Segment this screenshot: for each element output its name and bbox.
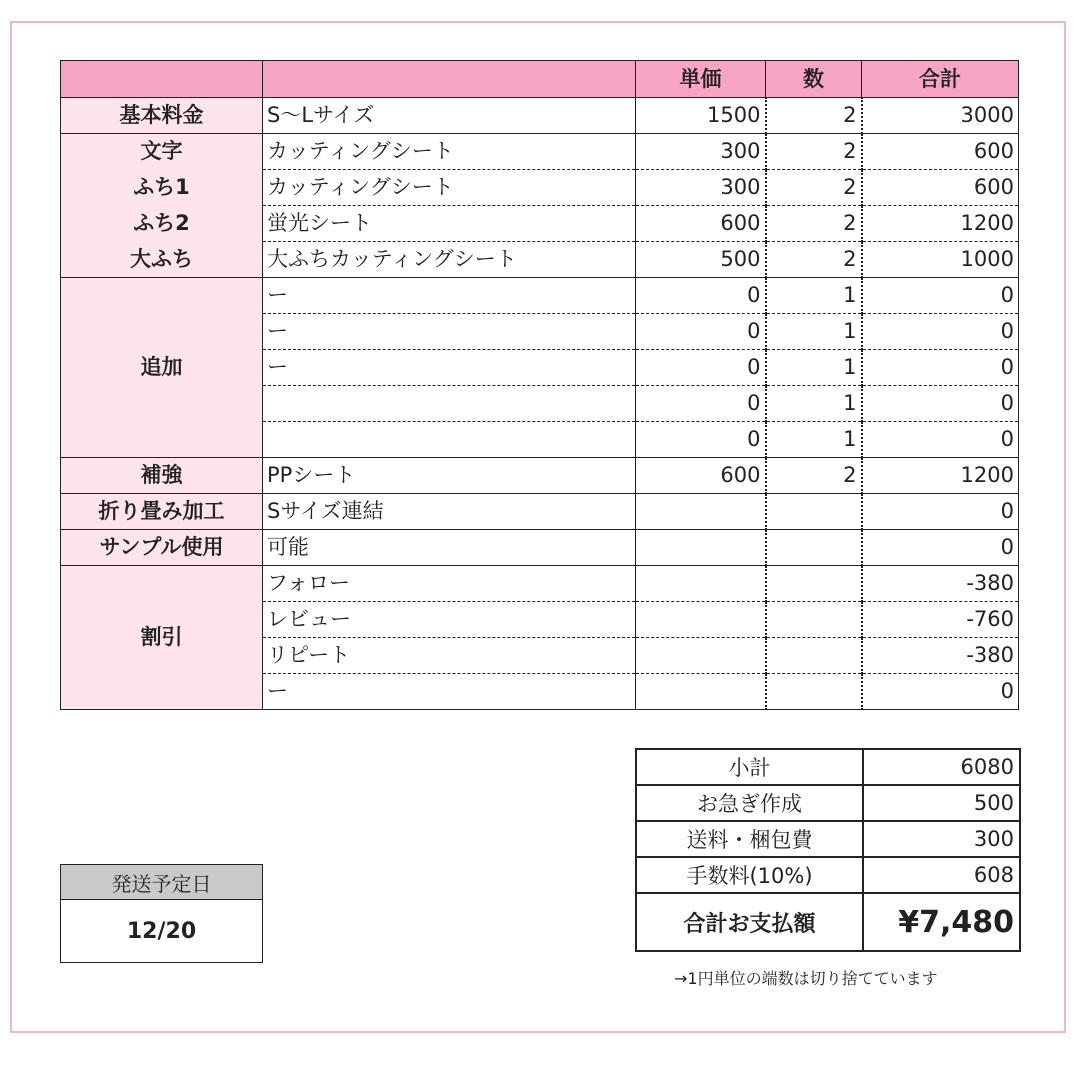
row-item: ー <box>263 314 636 350</box>
row-qty: 2 <box>766 170 862 206</box>
row-total: 1000 <box>862 242 1019 278</box>
row-item: 大ふちカッティングシート <box>263 242 636 278</box>
table-row <box>61 206 1019 242</box>
summary-label: お急ぎ作成 <box>636 785 863 821</box>
row-item: リピート <box>263 638 636 674</box>
row-qty: 1 <box>766 278 862 314</box>
row-price: 600 <box>636 206 766 242</box>
row-item: Sサイズ連結 <box>263 494 636 530</box>
row-price: 0 <box>636 350 766 386</box>
summary-value: 300 <box>863 821 1020 857</box>
row-price: 300 <box>636 170 766 206</box>
row-total: 0 <box>862 350 1019 386</box>
row-item <box>263 422 636 458</box>
row-price <box>636 638 766 674</box>
summary-row-fee <box>636 857 1020 893</box>
row-price: 0 <box>636 386 766 422</box>
row-total: -380 <box>862 638 1019 674</box>
row-price: 0 <box>636 422 766 458</box>
price-table <box>60 60 1019 710</box>
table-row <box>61 170 1019 206</box>
row-qty <box>766 602 862 638</box>
row-total: 1200 <box>862 458 1019 494</box>
row-price <box>636 566 766 602</box>
table-row <box>61 242 1019 278</box>
row-qty <box>766 566 862 602</box>
row-price: 0 <box>636 278 766 314</box>
row-qty: 2 <box>766 206 862 242</box>
row-total: 600 <box>862 134 1019 170</box>
row-item: 可能 <box>263 530 636 566</box>
grand-total-value: ¥7,480 <box>863 893 1020 951</box>
row-total: 0 <box>862 422 1019 458</box>
row-total: 0 <box>862 494 1019 530</box>
header-item <box>263 61 636 98</box>
row-price <box>636 530 766 566</box>
row-category: 折り畳み加工 <box>61 494 263 530</box>
row-category: 割引 <box>61 566 263 710</box>
row-item: フォロー <box>263 566 636 602</box>
summary-label: 手数料(10%) <box>636 857 863 893</box>
row-price <box>636 602 766 638</box>
row-item <box>263 386 636 422</box>
row-total: -380 <box>862 566 1019 602</box>
row-qty <box>766 638 862 674</box>
summary-value: 6080 <box>863 749 1020 785</box>
row-total: 600 <box>862 170 1019 206</box>
row-total: 0 <box>862 674 1019 710</box>
summary-row-subtotal <box>636 749 1020 785</box>
row-price: 600 <box>636 458 766 494</box>
grand-total-label: 合計お支払額 <box>636 893 863 951</box>
row-item: カッティングシート <box>263 134 636 170</box>
row-qty <box>766 674 862 710</box>
row-total: 0 <box>862 314 1019 350</box>
header-price: 単価 <box>636 61 766 98</box>
summary-row-grand-total <box>636 893 1020 951</box>
row-qty: 1 <box>766 386 862 422</box>
row-price <box>636 494 766 530</box>
row-item: カッティングシート <box>263 170 636 206</box>
row-item: レビュー <box>263 602 636 638</box>
ship-date-label: 発送予定日 <box>61 865 262 900</box>
ship-date-value: 12/20 <box>126 919 197 944</box>
summary-value: 500 <box>863 785 1020 821</box>
row-category: 補強 <box>61 458 263 494</box>
row-item: ー <box>263 350 636 386</box>
summary-value: 608 <box>863 857 1020 893</box>
row-item: 蛍光シート <box>263 206 636 242</box>
header-qty: 数 <box>766 61 862 98</box>
row-price: 0 <box>636 314 766 350</box>
table-row <box>61 530 1019 566</box>
row-price: 300 <box>636 134 766 170</box>
summary-row-rush <box>636 785 1020 821</box>
table-row <box>61 134 1019 170</box>
table-row <box>61 458 1019 494</box>
row-qty: 2 <box>766 458 862 494</box>
table-row <box>61 98 1019 134</box>
row-qty: 2 <box>766 242 862 278</box>
row-total: 1200 <box>862 206 1019 242</box>
row-category: 文字 <box>61 134 263 170</box>
row-total: -760 <box>862 602 1019 638</box>
table-row <box>61 278 1019 314</box>
row-qty <box>766 530 862 566</box>
row-total: 0 <box>862 530 1019 566</box>
header-total: 合計 <box>862 61 1019 98</box>
ship-date-box <box>60 864 263 963</box>
row-total: 0 <box>862 386 1019 422</box>
row-total: 3000 <box>862 98 1019 134</box>
summary-table <box>635 748 1021 952</box>
row-category: 追加 <box>61 278 263 458</box>
row-price: 500 <box>636 242 766 278</box>
rounding-note: →1円単位の端数は切り捨てています <box>674 969 938 988</box>
row-item: S〜Lサイズ <box>263 98 636 134</box>
row-category: ふち2 <box>61 206 263 242</box>
table-row <box>61 494 1019 530</box>
row-total: 0 <box>862 278 1019 314</box>
row-qty: 1 <box>766 422 862 458</box>
row-item: PPシート <box>263 458 636 494</box>
row-qty: 2 <box>766 98 862 134</box>
row-price: 1500 <box>636 98 766 134</box>
row-qty <box>766 494 862 530</box>
summary-label: 小計 <box>636 749 863 785</box>
row-category: 大ふち <box>61 242 263 278</box>
row-qty: 2 <box>766 134 862 170</box>
table-header-row <box>61 61 1019 98</box>
row-qty: 1 <box>766 314 862 350</box>
summary-label: 送料・梱包費 <box>636 821 863 857</box>
header-category <box>61 61 263 98</box>
row-price <box>636 674 766 710</box>
row-category: ふち1 <box>61 170 263 206</box>
row-item: ー <box>263 674 636 710</box>
row-category: 基本料金 <box>61 98 263 134</box>
row-item: ー <box>263 278 636 314</box>
summary-row-shipping <box>636 821 1020 857</box>
table-row <box>61 566 1019 602</box>
row-qty: 1 <box>766 350 862 386</box>
row-category: サンプル使用 <box>61 530 263 566</box>
